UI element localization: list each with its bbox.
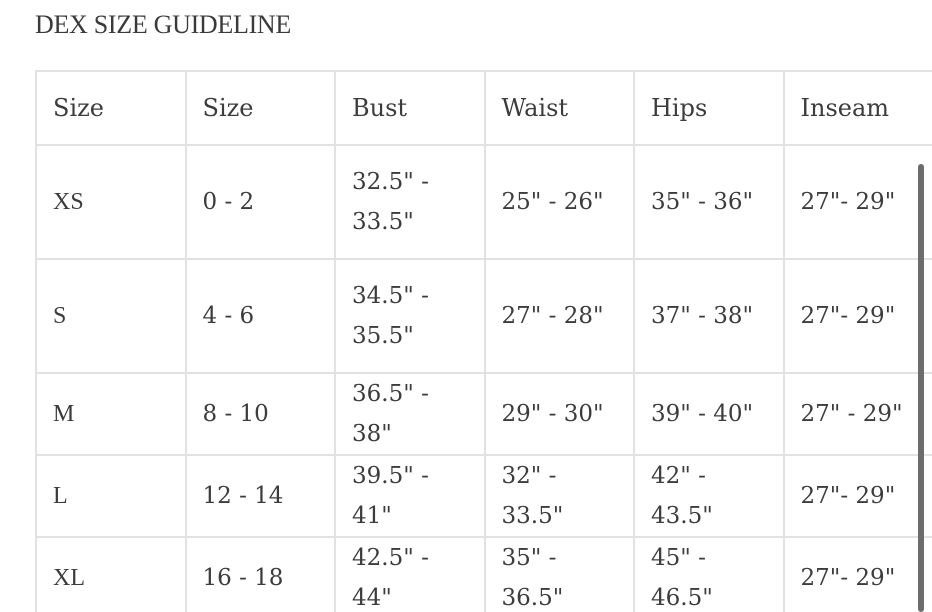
cell-waist: 29" - 30" [485, 373, 635, 455]
header-size-letter: Size [36, 71, 186, 145]
cell-inseam: 27"- 29" [784, 455, 932, 537]
header-bust: Bust [335, 71, 485, 145]
cell-size-letter: S [36, 259, 186, 373]
header-hips: Hips [634, 71, 784, 145]
cell-inseam: 27" - 29" [784, 373, 932, 455]
cell-size-number: 4 - 6 [186, 259, 336, 373]
cell-bust: 36.5" - 38" [335, 373, 485, 455]
cell-size-letter: M [36, 373, 186, 455]
cell-hips: 42" - 43.5" [634, 455, 784, 537]
cell-bust: 32.5" - 33.5" [335, 145, 485, 259]
cell-bust: 39.5" - 41" [335, 455, 485, 537]
header-row [36, 71, 932, 145]
cell-inseam: 27"- 29" [784, 259, 932, 373]
header-waist: Waist [485, 71, 635, 145]
cell-inseam: 27"- 29" [784, 537, 932, 612]
table-row [36, 537, 932, 612]
table-row [36, 145, 932, 259]
cell-waist: 35" - 36.5" [485, 537, 635, 612]
table-row [36, 455, 932, 537]
cell-size-letter: XS [36, 145, 186, 259]
cell-hips: 35" - 36" [634, 145, 784, 259]
header-inseam: Inseam [784, 71, 932, 145]
cell-bust: 34.5" - 35.5" [335, 259, 485, 373]
cell-size-number: 12 - 14 [186, 455, 336, 537]
cell-hips: 39" - 40" [634, 373, 784, 455]
size-table [35, 70, 932, 612]
page-title: DEX SIZE GUIDELINE [35, 10, 291, 39]
cell-size-letter: XL [36, 537, 186, 612]
cell-size-letter: L [36, 455, 186, 537]
cell-bust: 42.5" - 44" [335, 537, 485, 612]
cell-waist: 32" - 33.5" [485, 455, 635, 537]
header-size-number: Size [186, 71, 336, 145]
table-row [36, 373, 932, 455]
cell-inseam: 27"- 29" [784, 145, 932, 259]
cell-size-number: 16 - 18 [186, 537, 336, 612]
vertical-scrollbar[interactable] [918, 164, 924, 612]
table-row [36, 259, 932, 373]
cell-waist: 25" - 26" [485, 145, 635, 259]
cell-hips: 37" - 38" [634, 259, 784, 373]
cell-size-number: 0 - 2 [186, 145, 336, 259]
cell-size-number: 8 - 10 [186, 373, 336, 455]
cell-waist: 27" - 28" [485, 259, 635, 373]
cell-hips: 45" - 46.5" [634, 537, 784, 612]
size-table-container [35, 70, 932, 612]
